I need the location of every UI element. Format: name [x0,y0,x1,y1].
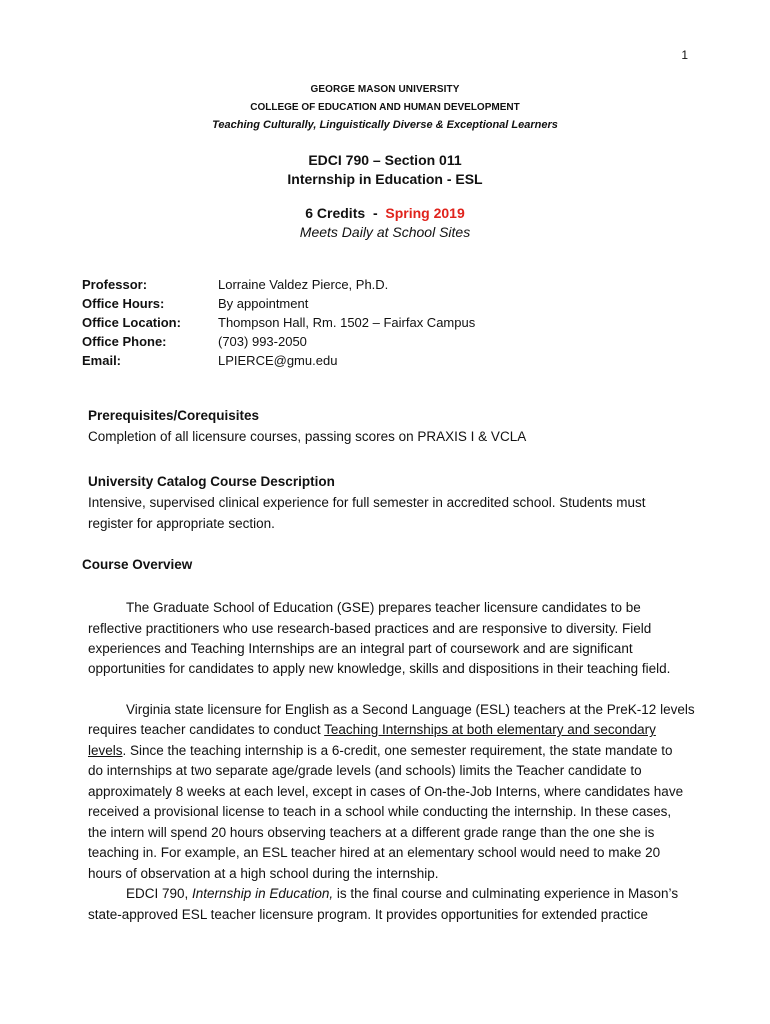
university-name: GEORGE MASON UNIVERSITY [310,84,460,95]
course-name-italic: Internship in Education, [192,886,334,901]
meeting-info: Meets Daily at School Sites [299,224,471,240]
overview-heading: Course Overview [82,557,193,572]
office-hours-value: By appointment [218,296,309,311]
internship-levels-emphasis: Teaching Internships at both elementary and secondary [324,722,656,737]
overview-p3-line: state-approved ESL teacher licensure program. It provides opportunities for extended practice [88,907,649,922]
overview-p2-line: the intern will spend 20 hours observing teachers at a different grade range than the one she is [88,825,655,840]
office-location-row [82,315,475,330]
page-number: 1 [681,48,688,62]
overview-p2-text: . Since the teaching internship is a 6-credit, one semester requirement, the state mandate to [122,743,673,758]
overview-p2-line: approximately 8 weeks at each level, except in cases of On-the-Job Interns, where candidates have [88,784,684,799]
overview-p1-line: The Graduate School of Education (GSE) prepares teacher licensure candidates to be [126,600,641,615]
overview-p2-line: Virginia state licensure for English as a Second Language (ESL) teachers at the PreK-12 levels [126,702,695,717]
office-phone-label: Office Phone: [82,334,167,349]
course-title: Internship in Education - ESL [287,171,483,187]
levels-emphasis: levels [88,743,123,758]
credits: 6 Credits [305,205,366,221]
office-hours-label: Office Hours: [82,296,165,311]
office-location-value: Thompson Hall, Rm. 1502 – Fairfax Campus [218,315,476,330]
overview-p2-line: received a provisional license to teach in a school while conducting the internship. In these cases, [88,804,672,819]
office-hours-row [82,296,308,311]
email-value: LPIERCE@gmu.edu [218,353,338,368]
professor-row [82,277,388,292]
term: Spring 2019 [385,205,465,221]
overview-p2-line [88,743,673,758]
office-phone-row [82,334,307,349]
overview-p2-line: do internships at two separate age/grade levels (and schools) limits the Teacher candidate to [88,763,642,778]
catalog-heading: University Catalog Course Description [88,474,335,489]
overview-p2-line: teaching in. For example, an ESL teacher hired at an elementary school would need to make 20 [88,845,661,860]
overview-p3-line [126,886,678,901]
overview-p2-text: requires teacher candidates to conduct [88,722,325,737]
overview-p1-line: experiences and Teaching Internships are an integral part of coursework and are significant [88,641,633,656]
office-phone-value: (703) 993-2050 [218,334,307,349]
email-row [82,353,337,368]
office-location-label: Office Location: [82,315,181,330]
overview-p1-line: reflective practitioners who use research-based practices and are responsive to diversity. Field [88,621,652,636]
overview-p2-line [88,722,656,737]
overview-p2-line: hours of observation at a high school during the internship. [88,866,439,881]
catalog-line: register for appropriate section. [88,516,275,531]
professor-value: Lorraine Valdez Pierce, Ph.D. [218,277,389,292]
college-name: COLLEGE OF EDUCATION AND HUMAN DEVELOPMENT [250,102,520,113]
email-label: Email: [82,353,122,368]
overview-p1-line: opportunities for candidates to apply new knowledge, skills and dispositions in their teaching field. [88,661,671,676]
prereq-heading: Prerequisites/Corequisites [88,408,260,423]
credits-separator: - [372,205,378,221]
course-code: EDCI 790 – Section 011 [308,152,462,168]
prereq-text: Completion of all licensure courses, passing scores on PRAXIS I & VCLA [88,429,527,444]
overview-p3-text: is the final course and culminating experience in Mason’s [333,886,679,901]
catalog-line: Intensive, supervised clinical experience for full semester in accredited school. Students must [88,495,646,510]
overview-p3-text: EDCI 790, [126,886,193,901]
professor-label: Professor: [82,277,148,292]
credits-term-line [0,205,770,221]
college-motto: Teaching Culturally, Linguistically Diverse & Exceptional Learners [212,119,558,131]
